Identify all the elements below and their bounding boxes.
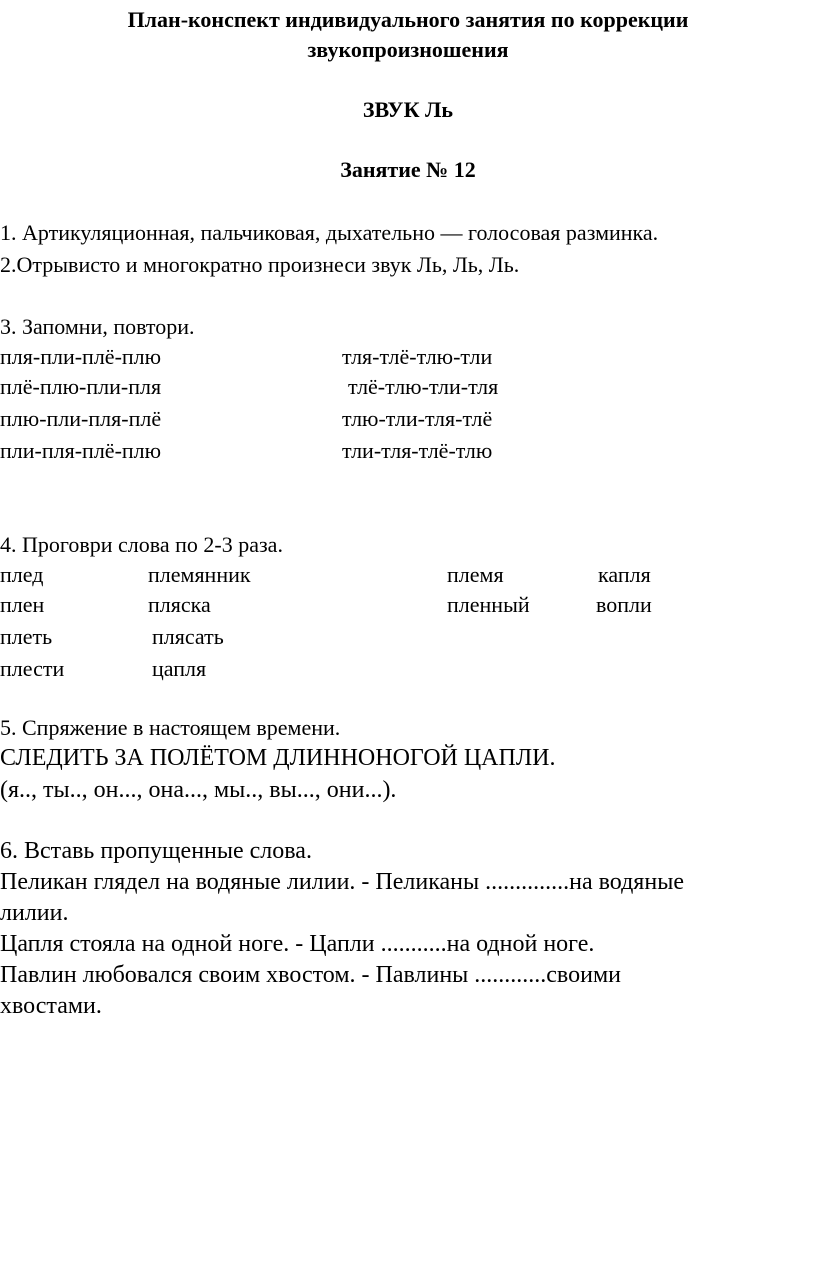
section-3-heading: 3. Запомни, повтори. xyxy=(0,314,195,339)
syllable-right-3: тлю-тли-тля-тлё xyxy=(342,406,493,431)
section-4-heading: 4. Проговри слова по 2-3 раза. xyxy=(0,532,283,557)
section-6-line-2: лилии. xyxy=(0,900,69,926)
section-2-text: 2.Отрывисто и многократно произнеси звук Ль, Ль, Ль. xyxy=(0,252,520,277)
section-1-text: 1. Артикуляционная, пальчиковая, дыхательно — голосовая разминка. xyxy=(0,220,659,245)
section-6-line-1: Пеликан глядел на водяные лилии. - Пеликаны ..............на водяные xyxy=(0,869,684,895)
lesson-number: Занятие № 12 xyxy=(340,157,476,182)
section-5-pronouns: (я.., ты.., он..., она..., мы.., вы..., они...). xyxy=(0,777,397,803)
syllable-left-2: плё-плю-пли-пля xyxy=(0,374,162,399)
word-r4-c1: плести xyxy=(0,656,65,681)
syllable-left-3: плю-пли-пля-плё xyxy=(0,406,162,431)
word-r1-c3: племя xyxy=(447,562,504,587)
word-r1-c1: плед xyxy=(0,562,44,587)
word-r2-c3: пленный xyxy=(447,592,530,617)
syllable-right-4: тли-тля-тлё-тлю xyxy=(342,438,493,463)
section-6-heading: 6. Вставь пропущенные слова. xyxy=(0,838,312,864)
syllable-left-4: пли-пля-плё-плю xyxy=(0,438,162,463)
word-r2-c1: плен xyxy=(0,592,45,617)
syllable-right-2: тлё-тлю-тли-тля xyxy=(348,374,499,399)
word-r3-c1: плеть xyxy=(0,624,53,649)
word-r2-c2: пляска xyxy=(148,592,211,617)
section-5-phrase: СЛЕДИТЬ ЗА ПОЛЁТОМ ДЛИННОНОГОЙ ЦАПЛИ. xyxy=(0,745,556,771)
sound-heading: ЗВУК Ль xyxy=(362,97,454,122)
word-r4-c2: цапля xyxy=(152,656,207,681)
syllable-right-1: тля-тлё-тлю-тли xyxy=(342,344,493,369)
section-6-line-5: хвостами. xyxy=(0,993,102,1019)
document-title-line-2: звукопроизношения xyxy=(307,37,509,62)
word-r3-c2: плясать xyxy=(152,624,224,649)
word-r2-c4: вопли xyxy=(596,592,652,617)
section-5-heading: 5. Спряжение в настоящем времени. xyxy=(0,715,341,740)
word-r1-c4: капля xyxy=(598,562,651,587)
document-title-line-1: План-конспект индивидуального занятия по коррекции xyxy=(127,7,689,32)
syllable-left-1: пля-пли-плё-плю xyxy=(0,344,162,369)
section-6-line-4: Павлин любовался своим хвостом. - Павлины ............своими xyxy=(0,962,621,988)
section-6-line-3: Цапля стояла на одной ноге. - Цапли ...........на одной ноге. xyxy=(0,931,595,957)
word-r1-c2: племянник xyxy=(148,562,251,587)
